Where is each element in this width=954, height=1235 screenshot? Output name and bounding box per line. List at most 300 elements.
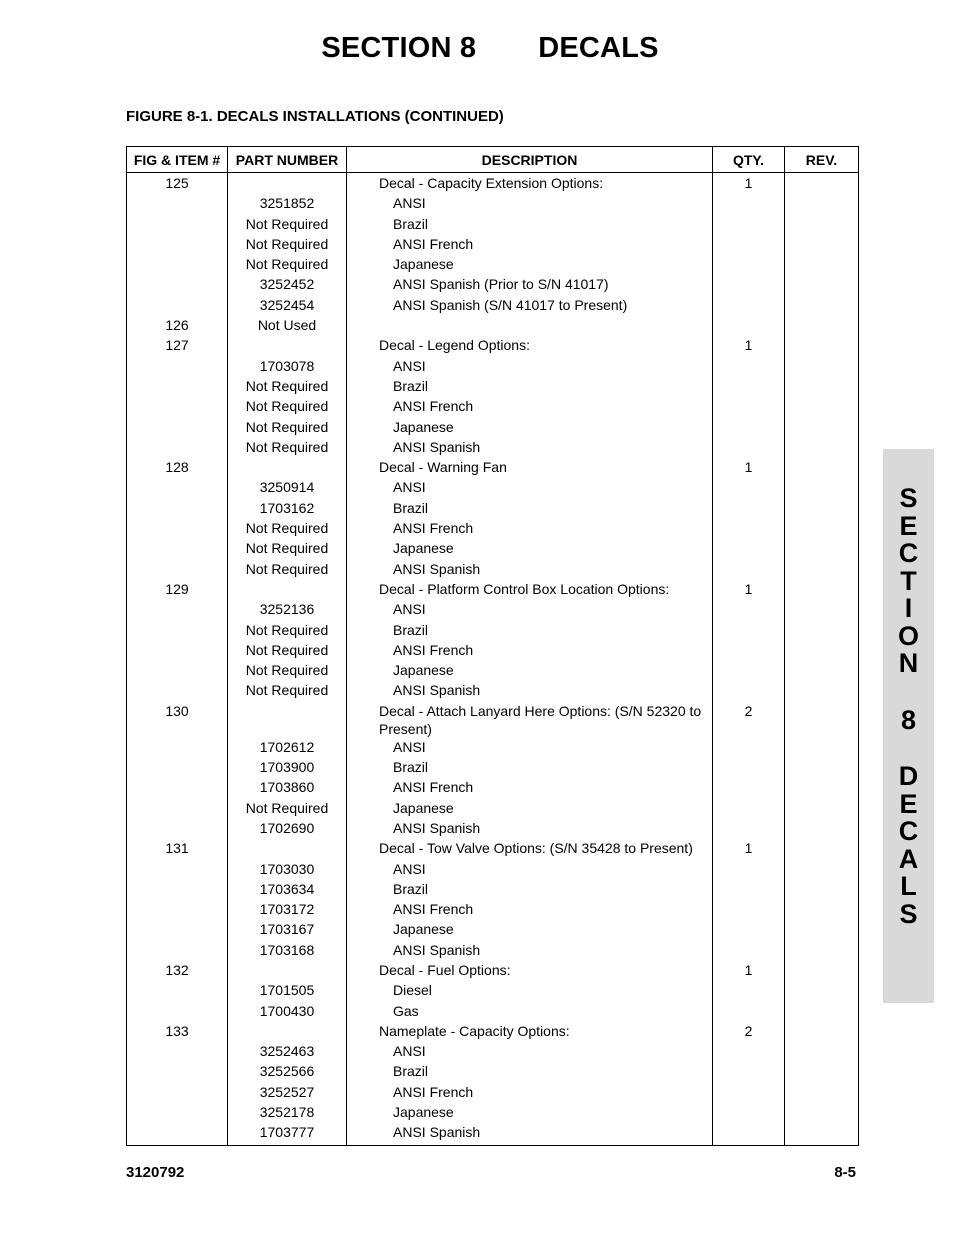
cell-part-number: 1703167 [228, 920, 347, 940]
cell-qty: 2 [713, 702, 785, 738]
side-tab-letter [898, 678, 919, 707]
parts-table [126, 146, 859, 1146]
cell-fig-item [127, 478, 228, 498]
cell-part-number: 3252454 [228, 296, 347, 316]
cell-rev [785, 961, 859, 981]
cell-rev [785, 458, 859, 478]
cell-fig-item [127, 255, 228, 275]
table-row [127, 778, 859, 798]
cell-rev [785, 357, 859, 377]
cell-qty [713, 860, 785, 880]
section-side-tab [883, 449, 934, 1003]
cell-fig-item [127, 357, 228, 377]
cell-description: Decal - Fuel Options: [347, 961, 713, 981]
table-row [127, 1062, 859, 1082]
section-title: DECALS [538, 32, 659, 64]
cell-description: ANSI [347, 478, 713, 498]
section-label: SECTION 8 [321, 32, 477, 64]
side-tab-letter: A [898, 843, 919, 874]
cell-part-number: Not Required [228, 418, 347, 438]
cell-fig-item [127, 621, 228, 641]
cell-description: ANSI French [347, 900, 713, 920]
table-row [127, 1083, 859, 1103]
cell-qty [713, 778, 785, 798]
cell-rev [785, 778, 859, 798]
cell-qty [713, 235, 785, 255]
cell-fig-item [127, 941, 228, 961]
cell-fig-item [127, 1062, 228, 1082]
cell-fig-item: 127 [127, 336, 228, 356]
cell-qty [713, 600, 785, 620]
cell-fig-item [127, 799, 228, 819]
cell-part-number: 1703030 [228, 860, 347, 880]
cell-description: Brazil [347, 499, 713, 519]
cell-qty [713, 194, 785, 214]
cell-part-number: 1703860 [228, 778, 347, 798]
table-row [127, 560, 859, 580]
cell-rev [785, 880, 859, 900]
cell-part-number: 3250914 [228, 478, 347, 498]
cell-description: ANSI French [347, 641, 713, 661]
cell-rev [785, 661, 859, 681]
cell-rev [785, 1123, 859, 1145]
side-tab-letter: 8 [900, 704, 916, 735]
table-row [127, 839, 859, 859]
cell-rev [785, 580, 859, 600]
cell-part-number: Not Required [228, 661, 347, 681]
cell-description: ANSI [347, 1042, 713, 1062]
cell-qty [713, 418, 785, 438]
table-row [127, 438, 859, 458]
cell-rev [785, 316, 859, 336]
page-number: 8-5 [834, 1164, 856, 1181]
cell-rev [785, 499, 859, 519]
cell-qty [713, 1042, 785, 1062]
cell-fig-item [127, 661, 228, 681]
cell-description: Brazil [347, 215, 713, 235]
cell-qty: 1 [713, 173, 785, 195]
header-part-number: PART NUMBER [228, 147, 347, 173]
cell-description: ANSI French [347, 1083, 713, 1103]
cell-fig-item [127, 1123, 228, 1145]
cell-rev [785, 397, 859, 417]
cell-part-number: 1703168 [228, 941, 347, 961]
cell-fig-item [127, 778, 228, 798]
side-tab-letter: S [899, 898, 918, 929]
table-row [127, 458, 859, 478]
cell-part-number [228, 702, 347, 738]
cell-rev [785, 194, 859, 214]
table-row [127, 215, 859, 235]
cell-description: Japanese [347, 799, 713, 819]
doc-number: 3120792 [126, 1164, 185, 1181]
cell-rev [785, 621, 859, 641]
cell-qty: 1 [713, 336, 785, 356]
cell-part-number: Not Required [228, 255, 347, 275]
cell-rev [785, 981, 859, 1001]
cell-fig-item: 131 [127, 839, 228, 859]
cell-part-number [228, 458, 347, 478]
cell-fig-item [127, 499, 228, 519]
cell-qty: 1 [713, 458, 785, 478]
cell-qty [713, 478, 785, 498]
cell-qty [713, 758, 785, 778]
cell-part-number: 3252527 [228, 1083, 347, 1103]
cell-qty: 1 [713, 961, 785, 981]
cell-rev [785, 215, 859, 235]
table-row [127, 580, 859, 600]
cell-description: Brazil [347, 1062, 713, 1082]
cell-part-number: 3252452 [228, 275, 347, 295]
cell-rev [785, 600, 859, 620]
cell-qty [713, 539, 785, 559]
table-row [127, 799, 859, 819]
cell-part-number: Not Required [228, 519, 347, 539]
cell-description: ANSI [347, 738, 713, 758]
cell-rev [785, 235, 859, 255]
cell-description: ANSI Spanish [347, 681, 713, 701]
cell-description: ANSI French [347, 778, 713, 798]
cell-rev [785, 1083, 859, 1103]
cell-rev [785, 860, 859, 880]
cell-part-number: Not Required [228, 799, 347, 819]
cell-description: Decal - Legend Options: [347, 336, 713, 356]
cell-rev [785, 519, 859, 539]
cell-qty [713, 397, 785, 417]
cell-rev [785, 1002, 859, 1022]
side-tab-letter: T [900, 565, 917, 596]
cell-fig-item [127, 438, 228, 458]
table-row [127, 519, 859, 539]
cell-rev [785, 173, 859, 195]
cell-part-number: Not Required [228, 621, 347, 641]
cell-rev [785, 758, 859, 778]
cell-description: ANSI French [347, 519, 713, 539]
side-tab-letter: L [900, 871, 917, 901]
cell-part-number: Not Required [228, 681, 347, 701]
cell-qty [713, 357, 785, 377]
cell-fig-item [127, 1042, 228, 1062]
cell-fig-item [127, 194, 228, 214]
table-row [127, 296, 859, 316]
cell-part-number: 3252566 [228, 1062, 347, 1082]
cell-rev [785, 377, 859, 397]
cell-fig-item [127, 1103, 228, 1123]
cell-part-number: 3251852 [228, 194, 347, 214]
cell-fig-item [127, 519, 228, 539]
cell-part-number [228, 173, 347, 195]
cell-fig-item [127, 1083, 228, 1103]
table-row [127, 357, 859, 377]
cell-rev [785, 681, 859, 701]
cell-part-number: 3252178 [228, 1103, 347, 1123]
table-row [127, 255, 859, 275]
cell-description: Nameplate - Capacity Options: [347, 1022, 713, 1042]
cell-fig-item [127, 215, 228, 235]
table-row [127, 920, 859, 940]
table-row [127, 499, 859, 519]
cell-fig-item [127, 738, 228, 758]
side-tab-letter: E [899, 788, 918, 819]
cell-part-number: Not Required [228, 560, 347, 580]
cell-fig-item [127, 418, 228, 438]
cell-rev [785, 560, 859, 580]
cell-part-number [228, 580, 347, 600]
cell-fig-item: 128 [127, 458, 228, 478]
table-row [127, 758, 859, 778]
header-description: DESCRIPTION [347, 147, 713, 173]
table-row [127, 194, 859, 214]
table-body [127, 173, 859, 1146]
cell-fig-item [127, 758, 228, 778]
cell-qty [713, 621, 785, 641]
cell-qty [713, 316, 785, 336]
side-tab-letter: O [897, 620, 919, 651]
cell-qty [713, 560, 785, 580]
side-tab-letter: D [898, 761, 919, 791]
table-row [127, 478, 859, 498]
cell-description: Brazil [347, 621, 713, 641]
cell-description: Decal - Platform Control Box Location Options: [347, 580, 713, 600]
cell-rev [785, 738, 859, 758]
cell-rev [785, 275, 859, 295]
cell-fig-item [127, 819, 228, 839]
cell-description: Japanese [347, 255, 713, 275]
cell-rev [785, 478, 859, 498]
cell-qty [713, 519, 785, 539]
side-tab-letter [898, 734, 919, 763]
cell-qty [713, 438, 785, 458]
cell-description: Decal - Warning Fan [347, 458, 713, 478]
table-row [127, 316, 859, 336]
cell-fig-item: 126 [127, 316, 228, 336]
cell-qty [713, 499, 785, 519]
cell-part-number: 1702690 [228, 819, 347, 839]
side-tab-text [898, 485, 919, 928]
figure-title: FIGURE 8-1. DECALS INSTALLATIONS (CONTINUED) [126, 108, 504, 125]
cell-qty [713, 641, 785, 661]
table-row [127, 275, 859, 295]
cell-qty [713, 738, 785, 758]
cell-qty: 2 [713, 1022, 785, 1042]
table-row [127, 641, 859, 661]
cell-fig-item [127, 235, 228, 255]
cell-part-number: 1703172 [228, 900, 347, 920]
cell-fig-item [127, 539, 228, 559]
cell-fig-item [127, 377, 228, 397]
side-tab-letter: E [899, 510, 918, 541]
cell-qty [713, 819, 785, 839]
cell-part-number: Not Required [228, 377, 347, 397]
cell-rev [785, 255, 859, 275]
cell-fig-item [127, 296, 228, 316]
table-row [127, 900, 859, 920]
cell-rev [785, 819, 859, 839]
cell-fig-item: 130 [127, 702, 228, 738]
cell-description: Brazil [347, 880, 713, 900]
cell-rev [785, 296, 859, 316]
cell-part-number: 1703078 [228, 357, 347, 377]
cell-part-number: Not Required [228, 438, 347, 458]
cell-description: ANSI Spanish [347, 560, 713, 580]
cell-rev [785, 702, 859, 738]
cell-part-number: 1703900 [228, 758, 347, 778]
cell-fig-item: 129 [127, 580, 228, 600]
cell-description: ANSI [347, 357, 713, 377]
cell-part-number [228, 1022, 347, 1042]
cell-description: Decal - Tow Valve Options: (S/N 35428 to Present) [347, 839, 713, 859]
cell-qty [713, 981, 785, 1001]
table-row [127, 539, 859, 559]
cell-rev [785, 900, 859, 920]
cell-part-number: 1700430 [228, 1002, 347, 1022]
cell-part-number: Not Required [228, 539, 347, 559]
cell-rev [785, 1062, 859, 1082]
cell-part-number [228, 336, 347, 356]
cell-rev [785, 336, 859, 356]
cell-fig-item: 125 [127, 173, 228, 195]
cell-fig-item [127, 681, 228, 701]
cell-part-number: 1702612 [228, 738, 347, 758]
cell-description [347, 316, 713, 336]
table-row [127, 819, 859, 839]
cell-part-number: Not Used [228, 316, 347, 336]
cell-qty [713, 1123, 785, 1145]
table-row [127, 397, 859, 417]
cell-part-number: 1701505 [228, 981, 347, 1001]
cell-fig-item [127, 880, 228, 900]
cell-description: ANSI Spanish (Prior to S/N 41017) [347, 275, 713, 295]
cell-part-number: Not Required [228, 641, 347, 661]
table-row [127, 738, 859, 758]
cell-fig-item [127, 920, 228, 940]
table-row [127, 377, 859, 397]
cell-qty [713, 296, 785, 316]
table-row [127, 173, 859, 195]
cell-rev [785, 839, 859, 859]
cell-description: Japanese [347, 920, 713, 940]
cell-rev [785, 438, 859, 458]
cell-qty [713, 900, 785, 920]
cell-part-number: Not Required [228, 235, 347, 255]
header-rev: REV. [785, 147, 859, 173]
cell-qty: 1 [713, 580, 785, 600]
table-row [127, 336, 859, 356]
table-row [127, 880, 859, 900]
cell-description: ANSI [347, 194, 713, 214]
cell-description: ANSI French [347, 235, 713, 255]
cell-qty [713, 941, 785, 961]
cell-qty [713, 215, 785, 235]
cell-fig-item [127, 900, 228, 920]
cell-part-number [228, 839, 347, 859]
cell-fig-item [127, 981, 228, 1001]
cell-qty [713, 377, 785, 397]
cell-rev [785, 920, 859, 940]
side-tab-letter: C [898, 816, 919, 846]
table-row [127, 1123, 859, 1145]
cell-rev [785, 1022, 859, 1042]
table-row [127, 860, 859, 880]
cell-fig-item [127, 275, 228, 295]
table-row [127, 702, 859, 738]
table-row [127, 1002, 859, 1022]
side-tab-letter: I [904, 593, 913, 623]
cell-description: Diesel [347, 981, 713, 1001]
cell-part-number: Not Required [228, 397, 347, 417]
cell-part-number: 1703162 [228, 499, 347, 519]
cell-description: ANSI Spanish [347, 941, 713, 961]
table-row [127, 961, 859, 981]
cell-qty [713, 661, 785, 681]
cell-part-number: Not Required [228, 215, 347, 235]
cell-rev [785, 1103, 859, 1123]
header-fig-item: FIG & ITEM # [127, 147, 228, 173]
page-title [0, 32, 954, 65]
table-row [127, 418, 859, 438]
cell-qty: 1 [713, 839, 785, 859]
cell-rev [785, 799, 859, 819]
cell-rev [785, 1042, 859, 1062]
cell-qty [713, 681, 785, 701]
cell-fig-item [127, 560, 228, 580]
cell-description: Decal - Capacity Extension Options: [347, 173, 713, 195]
cell-part-number: 3252136 [228, 600, 347, 620]
cell-qty [713, 799, 785, 819]
side-tab-letter: N [898, 648, 919, 678]
cell-part-number: 1703777 [228, 1123, 347, 1145]
table-row [127, 681, 859, 701]
cell-qty [713, 920, 785, 940]
cell-fig-item [127, 1002, 228, 1022]
cell-fig-item [127, 600, 228, 620]
cell-qty [713, 1103, 785, 1123]
table-row [127, 981, 859, 1001]
cell-qty [713, 1062, 785, 1082]
cell-qty [713, 275, 785, 295]
table-row [127, 1022, 859, 1042]
cell-part-number: 1703634 [228, 880, 347, 900]
cell-part-number [228, 961, 347, 981]
cell-description: ANSI Spanish [347, 819, 713, 839]
side-tab-letter: C [898, 538, 919, 568]
cell-rev [785, 641, 859, 661]
cell-description: ANSI French [347, 397, 713, 417]
cell-fig-item: 132 [127, 961, 228, 981]
table-row [127, 600, 859, 620]
header-qty: QTY. [713, 147, 785, 173]
cell-fig-item [127, 641, 228, 661]
table-row [127, 1042, 859, 1062]
cell-rev [785, 418, 859, 438]
cell-description: Japanese [347, 1103, 713, 1123]
cell-rev [785, 539, 859, 559]
cell-description: Gas [347, 1002, 713, 1022]
cell-description: ANSI [347, 860, 713, 880]
cell-description: ANSI Spanish [347, 1123, 713, 1145]
cell-qty [713, 1002, 785, 1022]
cell-part-number: 3252463 [228, 1042, 347, 1062]
cell-description: Japanese [347, 539, 713, 559]
table-header-row [127, 147, 859, 173]
side-tab-letter: S [899, 483, 918, 513]
table-row [127, 235, 859, 255]
table-row [127, 661, 859, 681]
cell-description: Japanese [347, 418, 713, 438]
cell-description: ANSI [347, 600, 713, 620]
cell-rev [785, 941, 859, 961]
cell-fig-item [127, 860, 228, 880]
